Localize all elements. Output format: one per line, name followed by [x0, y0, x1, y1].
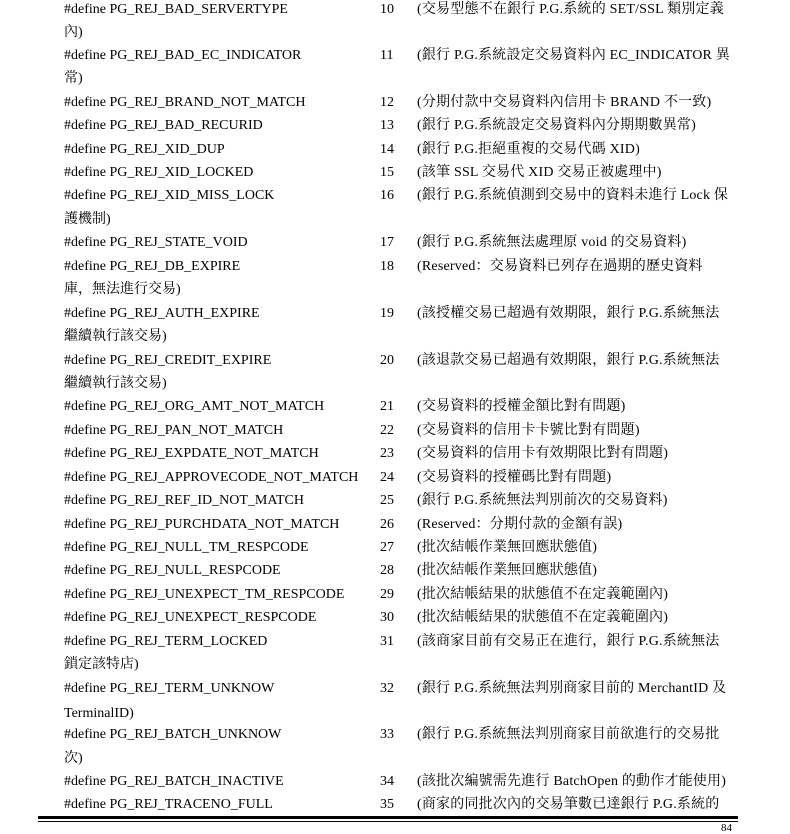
- error-code: 21: [380, 399, 394, 414]
- error-description: (交易資料的信用卡有效期限比對有問題): [417, 446, 669, 461]
- description-continuation-text: 內): [64, 25, 83, 40]
- description-continuation-text: 庫，無法進行交易): [64, 282, 181, 297]
- description-continuation: [0, 67, 790, 90]
- error-code: 16: [380, 188, 394, 203]
- error-description: (該筆 SSL 交易代 XID 交易正被處理中): [417, 165, 662, 180]
- define-name: #define PG_REJ_CREDIT_EXPIRE: [64, 353, 272, 368]
- define-row: [0, 302, 790, 325]
- description-continuation: [0, 372, 790, 395]
- define-row: [0, 793, 790, 816]
- footer-rule-thick: [38, 816, 738, 819]
- define-name: #define PG_REJ_APPROVECODE_NOT_MATCH: [64, 470, 359, 485]
- description-continuation: [0, 702, 790, 725]
- error-code: 18: [380, 259, 394, 274]
- error-code: 26: [380, 517, 394, 532]
- error-description: (該批次編號需先進行 BatchOpen 的動作才能使用): [417, 774, 727, 789]
- description-continuation: [0, 747, 790, 770]
- error-description: (批次結帳結果的狀態值不在定義範圍內): [417, 587, 669, 602]
- define-name: #define PG_REJ_NULL_TM_RESPCODE: [64, 540, 309, 555]
- description-continuation-text: 護機制): [64, 212, 111, 227]
- define-row: [0, 677, 790, 700]
- define-row: [0, 419, 790, 442]
- error-description: (交易資料的授權金額比對有問題): [417, 399, 626, 414]
- define-name: #define PG_REJ_AUTH_EXPIRE: [64, 306, 260, 321]
- error-description: (交易資料的授權碼比對有問題): [417, 470, 612, 485]
- error-description: (交易資料的信用卡卡號比對有問題): [417, 423, 640, 438]
- define-name: #define PG_REJ_BATCH_INACTIVE: [64, 774, 284, 789]
- define-row: [0, 442, 790, 465]
- error-code: 27: [380, 540, 394, 555]
- error-description: (銀行 P.G.系統無法處理原 void 的交易資料): [417, 235, 687, 250]
- define-name: #define PG_REJ_STATE_VOID: [64, 235, 248, 250]
- error-code: 23: [380, 446, 394, 461]
- define-name: #define PG_REJ_BAD_SERVERTYPE: [64, 2, 288, 17]
- error-description: (銀行 P.G.系統無法判別商家目前的 MerchantID 及: [417, 681, 727, 696]
- description-continuation: [0, 653, 790, 676]
- error-description: (該商家目前有交易正在進行，銀行 P.G.系統無法: [417, 634, 720, 649]
- description-continuation-text: TerminalID): [64, 706, 134, 721]
- define-name: #define PG_REJ_TRACENO_FULL: [64, 797, 273, 812]
- error-code: 33: [380, 727, 394, 742]
- error-description: (銀行 P.G.系統無法判別商家目前欲進行的交易批: [417, 727, 720, 742]
- error-code: 19: [380, 306, 394, 321]
- define-row: [0, 44, 790, 67]
- define-name: #define PG_REJ_EXPDATE_NOT_MATCH: [64, 446, 319, 461]
- error-code: 17: [380, 235, 394, 250]
- error-description: (交易型態不在銀行 P.G.系統的 SET/SSL 類別定義: [417, 2, 724, 17]
- define-name: #define PG_REJ_BAD_RECURID: [64, 118, 263, 133]
- define-row: [0, 184, 790, 207]
- define-name: #define PG_REJ_DB_EXPIRE: [64, 259, 241, 274]
- define-row: [0, 513, 790, 536]
- error-code: 29: [380, 587, 394, 602]
- error-code: 25: [380, 493, 394, 508]
- define-name: #define PG_REJ_PAN_NOT_MATCH: [64, 423, 284, 438]
- define-row: [0, 0, 790, 21]
- error-code: 10: [380, 2, 394, 17]
- error-description: (商家的同批次內的交易筆數已達銀行 P.G.系統的: [417, 797, 720, 812]
- define-name: #define PG_REJ_NULL_RESPCODE: [64, 563, 281, 578]
- define-name: #define PG_REJ_XID_LOCKED: [64, 165, 254, 180]
- error-description: (Reserved：分期付款的金額有誤): [417, 517, 623, 532]
- error-description: (分期付款中交易資料內信用卡 BRAND 不一致): [417, 95, 712, 110]
- description-continuation: [0, 278, 790, 301]
- define-row: [0, 489, 790, 512]
- define-name: #define PG_REJ_UNEXPECT_TM_RESPCODE: [64, 587, 345, 602]
- error-description: (銀行 P.G.系統無法判別前次的交易資料): [417, 493, 668, 508]
- description-continuation-text: 鎖定該特店): [64, 657, 139, 672]
- description-continuation: [0, 208, 790, 231]
- error-description: (銀行 P.G.拒絕重複的交易代碼 XID): [417, 142, 640, 157]
- error-code: 34: [380, 774, 394, 789]
- error-description: (批次結帳作業無回應狀態值): [417, 540, 598, 555]
- error-description: (銀行 P.G.系統偵測到交易中的資料未進行 Lock 保: [417, 188, 729, 203]
- error-code: 28: [380, 563, 394, 578]
- define-name: #define PG_REJ_UNEXPECT_RESPCODE: [64, 610, 317, 625]
- define-row: [0, 606, 790, 629]
- define-name: #define PG_REJ_BAD_EC_INDICATOR: [64, 48, 302, 63]
- description-continuation-text: 常): [64, 71, 83, 86]
- define-row: [0, 395, 790, 418]
- define-row: [0, 255, 790, 278]
- error-description: (該授權交易已超過有效期限，銀行 P.G.系統無法: [417, 306, 720, 321]
- define-name: #define PG_REJ_XID_DUP: [64, 142, 225, 157]
- define-name: #define PG_REJ_BATCH_UNKNOW: [64, 727, 282, 742]
- error-description: (批次結帳作業無回應狀態值): [417, 563, 598, 578]
- page-number: 84: [721, 822, 732, 834]
- error-code: 14: [380, 142, 394, 157]
- error-code: 31: [380, 634, 394, 649]
- error-description: (批次結帳結果的狀態值不在定義範圍內): [417, 610, 669, 625]
- description-continuation-text: 繼續執行該交易): [64, 329, 167, 344]
- define-row: [0, 349, 790, 372]
- define-row: [0, 138, 790, 161]
- description-continuation-text: 繼續執行該交易): [64, 376, 167, 391]
- define-row: [0, 161, 790, 184]
- define-name: #define PG_REJ_PURCHDATA_NOT_MATCH: [64, 517, 340, 532]
- define-name: #define PG_REJ_TERM_LOCKED: [64, 634, 268, 649]
- footer-rule-thin: [38, 821, 738, 822]
- error-description: (該退款交易已超過有效期限，銀行 P.G.系統無法: [417, 353, 720, 368]
- error-code: 13: [380, 118, 394, 133]
- error-code: 22: [380, 423, 394, 438]
- description-continuation: [0, 21, 790, 44]
- define-row: [0, 231, 790, 254]
- define-row: [0, 583, 790, 606]
- error-code: 11: [380, 48, 394, 63]
- define-row: [0, 536, 790, 559]
- error-code: 12: [380, 95, 394, 110]
- description-continuation: [0, 325, 790, 348]
- error-description: (銀行 P.G.系統設定交易資料內 EC_INDICATOR 異: [417, 48, 730, 63]
- define-name: #define PG_REJ_XID_MISS_LOCK: [64, 188, 275, 203]
- error-code: 20: [380, 353, 394, 368]
- error-code: 32: [380, 681, 394, 696]
- define-name: #define PG_REJ_ORG_AMT_NOT_MATCH: [64, 399, 325, 414]
- error-code: 24: [380, 470, 394, 485]
- define-name: #define PG_REJ_TERM_UNKNOW: [64, 681, 275, 696]
- error-code: 30: [380, 610, 394, 625]
- define-name: #define PG_REJ_BRAND_NOT_MATCH: [64, 95, 306, 110]
- error-code: 15: [380, 165, 394, 180]
- define-name: #define PG_REJ_REF_ID_NOT_MATCH: [64, 493, 304, 508]
- define-row: [0, 770, 790, 793]
- error-description: (Reserved：交易資料已列存在過期的歷史資料: [417, 259, 703, 274]
- error-description: (銀行 P.G.系統設定交易資料內分期期數異常): [417, 118, 696, 133]
- define-row: [0, 559, 790, 582]
- error-code: 35: [380, 797, 394, 812]
- description-continuation-text: 次): [64, 751, 83, 766]
- define-row: [0, 91, 790, 114]
- define-row: [0, 630, 790, 653]
- define-row: [0, 723, 790, 746]
- define-row: [0, 114, 790, 137]
- define-row: [0, 466, 790, 489]
